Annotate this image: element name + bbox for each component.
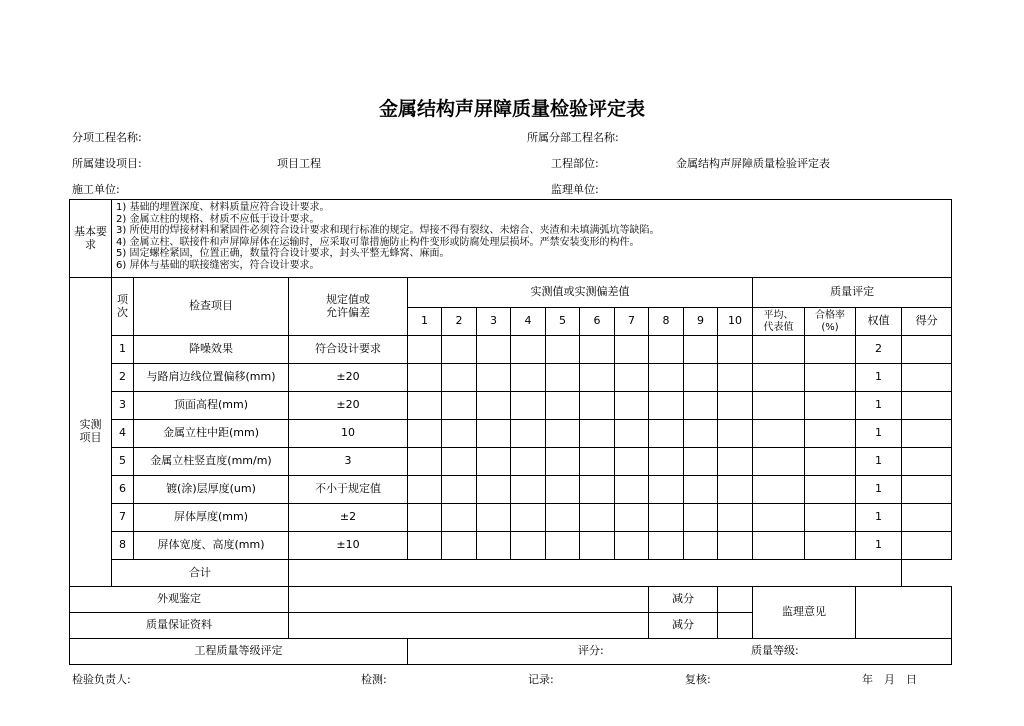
average-header: 平均、 代表值 (753, 308, 805, 336)
score-label: 评分: (578, 644, 604, 657)
score-cell[interactable] (902, 336, 952, 364)
measure-col-9: 9 (684, 308, 718, 336)
row-item: 与路肩边线位置偏移(mm) (134, 364, 289, 392)
measure-cell[interactable] (718, 364, 753, 392)
measure-cell[interactable] (649, 476, 684, 504)
score-header: 得分 (902, 308, 952, 336)
pass-rate-cell[interactable] (805, 476, 856, 504)
row-spec: 符合设计要求 (289, 336, 408, 364)
measure-cell[interactable] (580, 476, 615, 504)
average-cell[interactable] (753, 364, 805, 392)
table-row (70, 476, 952, 504)
row-item: 屏体厚度(mm) (134, 504, 289, 532)
measure-cell[interactable] (580, 392, 615, 420)
measure-cell[interactable] (580, 448, 615, 476)
measure-col-2: 2 (442, 308, 477, 336)
row-spec: ±10 (289, 532, 408, 560)
measure-cell[interactable] (511, 476, 546, 504)
measure-cell[interactable] (649, 504, 684, 532)
measure-cell[interactable] (649, 532, 684, 560)
pass-rate-cell[interactable] (805, 336, 856, 364)
measure-cell[interactable] (408, 448, 442, 476)
measure-cell[interactable] (477, 504, 511, 532)
row-no: 1 (112, 336, 134, 364)
measure-cell[interactable] (615, 420, 649, 448)
measure-cell[interactable] (718, 420, 753, 448)
row-no: 7 (112, 504, 134, 532)
quality-docs-deduct-label: 减分 (649, 613, 718, 639)
measure-cell[interactable] (615, 448, 649, 476)
recorder-label: 记录: (528, 673, 554, 686)
table-row (70, 448, 952, 476)
measured-items-label: 实测项目 (70, 278, 112, 587)
measure-cell[interactable] (649, 336, 684, 364)
measure-cell[interactable] (615, 504, 649, 532)
measure-cell[interactable] (477, 336, 511, 364)
row-weight: 1 (856, 532, 902, 560)
measure-cell[interactable] (546, 448, 580, 476)
pass-rate-cell[interactable] (805, 420, 856, 448)
measure-cell[interactable] (684, 532, 718, 560)
measure-col-1: 1 (408, 308, 442, 336)
quality-docs-value[interactable] (289, 613, 649, 639)
measure-cell[interactable] (408, 364, 442, 392)
average-cell[interactable] (753, 448, 805, 476)
average-cell[interactable] (753, 532, 805, 560)
construction-label: 所属建设项目: (72, 157, 142, 170)
measure-cell[interactable] (442, 504, 477, 532)
supervisor-label: 监理单位: (551, 183, 599, 196)
measure-cell[interactable] (684, 392, 718, 420)
sub-project-label: 分项工程名称: (72, 131, 142, 144)
measure-col-7: 7 (615, 308, 649, 336)
average-cell[interactable] (753, 504, 805, 532)
contractor-label: 施工单位: (72, 183, 120, 196)
requirement-item: 2) 金属立柱的规格、材质不应低于设计要求。 (116, 213, 320, 225)
basic-requirements-label: 基本要求 (70, 200, 112, 278)
average-cell[interactable] (753, 476, 805, 504)
appearance-deduct-label: 减分 (649, 587, 718, 613)
measure-cell[interactable] (615, 532, 649, 560)
row-weight: 1 (856, 364, 902, 392)
measure-cell[interactable] (511, 448, 546, 476)
tester-label: 检测: (361, 673, 387, 686)
pass-rate-cell[interactable] (805, 532, 856, 560)
measure-cell[interactable] (477, 392, 511, 420)
row-weight: 2 (856, 336, 902, 364)
row-weight: 1 (856, 392, 902, 420)
measure-cell[interactable] (546, 392, 580, 420)
row-no: 2 (112, 364, 134, 392)
item-no-header: 项次 (112, 278, 134, 336)
row-spec: ±20 (289, 392, 408, 420)
measure-cell[interactable] (477, 364, 511, 392)
average-cell[interactable] (753, 336, 805, 364)
row-item: 顶面高程(mm) (134, 392, 289, 420)
supervisor-opinion-value[interactable] (856, 587, 952, 639)
measure-cell[interactable] (718, 448, 753, 476)
measure-cell[interactable] (684, 504, 718, 532)
pass-rate-cell[interactable] (805, 504, 856, 532)
measure-cell[interactable] (649, 392, 684, 420)
score-cell[interactable] (902, 364, 952, 392)
measure-cell[interactable] (546, 504, 580, 532)
measure-cell[interactable] (718, 392, 753, 420)
inspection-table (69, 199, 952, 665)
total-cell[interactable] (289, 560, 902, 587)
measured-values-header: 实测值或实测偏差值 (408, 278, 753, 308)
score-cell[interactable] (902, 420, 952, 448)
measure-cell[interactable] (546, 336, 580, 364)
measure-cell[interactable] (580, 420, 615, 448)
measure-cell[interactable] (408, 476, 442, 504)
measure-col-5: 5 (546, 308, 580, 336)
measure-cell[interactable] (408, 336, 442, 364)
row-spec: ±20 (289, 364, 408, 392)
requirement-item: 1) 基础的埋置深度、材料质量应符合设计要求。 (116, 202, 330, 213)
reviewer-label: 复核: (685, 673, 711, 686)
score-cell[interactable] (902, 532, 952, 560)
measure-cell[interactable] (649, 448, 684, 476)
requirement-item: 3) 所使用的焊接材料和紧固件必须符合设计要求和现行标准的规定。焊接不得有裂纹、未熔合、夹渣和未填满弧坑等缺陷。 (116, 225, 660, 236)
score-cell[interactable] (902, 392, 952, 420)
score-cell[interactable] (902, 476, 952, 504)
average-cell[interactable] (753, 420, 805, 448)
measure-cell[interactable] (718, 532, 753, 560)
measure-cell[interactable] (718, 476, 753, 504)
quality-docs-label: 质量保证资料 (70, 613, 289, 639)
row-spec: ±2 (289, 504, 408, 532)
appearance-deduct-value[interactable] (718, 587, 753, 613)
measure-cell[interactable] (718, 336, 753, 364)
page-title: 金属结构声屏障质量检验评定表 (378, 98, 645, 120)
table-row (70, 420, 952, 448)
measure-cell[interactable] (511, 364, 546, 392)
inspector-label: 检验负责人: (72, 673, 131, 686)
measure-cell[interactable] (477, 532, 511, 560)
row-no: 8 (112, 532, 134, 560)
quality-header: 质量评定 (753, 278, 952, 308)
basic-requirements-list (112, 200, 952, 278)
measure-cell[interactable] (442, 364, 477, 392)
row-weight: 1 (856, 448, 902, 476)
measure-cell[interactable] (442, 392, 477, 420)
measure-cell[interactable] (580, 532, 615, 560)
measure-cell[interactable] (615, 392, 649, 420)
row-no: 4 (112, 420, 134, 448)
pass-rate-cell[interactable] (805, 392, 856, 420)
pass-rate-cell[interactable] (805, 364, 856, 392)
measure-col-6: 6 (580, 308, 615, 336)
supervisor-opinion-label: 监理意见 (753, 587, 856, 639)
measure-cell[interactable] (442, 336, 477, 364)
site-value: 金属结构声屏障质量检验评定表 (676, 157, 830, 170)
row-weight: 1 (856, 504, 902, 532)
measure-col-8: 8 (649, 308, 684, 336)
date-label: 年 月 日 (862, 673, 917, 686)
measure-cell[interactable] (546, 420, 580, 448)
measure-cell[interactable] (477, 476, 511, 504)
table-row (70, 364, 952, 392)
requirement-item: 5) 固定螺栓紧固，位置正确，数量符合设计要求，封头平整无蜂窝、麻面。 (116, 248, 450, 259)
row-spec: 不小于规定值 (289, 476, 408, 504)
weight-header: 权值 (856, 308, 902, 336)
measure-cell[interactable] (546, 532, 580, 560)
measure-col-10: 10 (718, 308, 753, 336)
measure-cell[interactable] (408, 532, 442, 560)
spec-header: 规定值或 允许偏差 (289, 278, 408, 336)
measure-cell[interactable] (546, 364, 580, 392)
total-label: 合计 (112, 560, 289, 587)
measure-cell[interactable] (511, 504, 546, 532)
measure-cell[interactable] (718, 504, 753, 532)
table-row (70, 336, 952, 364)
measure-cell[interactable] (546, 476, 580, 504)
measure-col-3: 3 (477, 308, 511, 336)
measure-cell[interactable] (684, 420, 718, 448)
measure-col-4: 4 (511, 308, 546, 336)
average-cell[interactable] (753, 392, 805, 420)
measure-cell[interactable] (580, 336, 615, 364)
row-weight: 1 (856, 476, 902, 504)
measure-cell[interactable] (684, 336, 718, 364)
measure-cell[interactable] (477, 448, 511, 476)
measure-cell[interactable] (511, 392, 546, 420)
measure-cell[interactable] (442, 448, 477, 476)
row-item: 镀(涂)层厚度(um) (134, 476, 289, 504)
score-cell[interactable] (902, 448, 952, 476)
measure-cell[interactable] (684, 476, 718, 504)
measure-cell[interactable] (442, 476, 477, 504)
measure-cell[interactable] (649, 420, 684, 448)
pass-rate-header: 合格率 (%) (805, 308, 856, 336)
measure-cell[interactable] (408, 504, 442, 532)
appearance-label: 外观鉴定 (70, 587, 289, 613)
pass-rate-cell[interactable] (805, 448, 856, 476)
row-no: 5 (112, 448, 134, 476)
site-label: 工程部位: (551, 157, 599, 170)
measure-cell[interactable] (511, 336, 546, 364)
row-item: 金属立柱竖直度(mm/m) (134, 448, 289, 476)
measure-cell[interactable] (511, 420, 546, 448)
row-no: 6 (112, 476, 134, 504)
parent-project-label: 所属分部工程名称: (527, 131, 619, 144)
row-spec: 10 (289, 420, 408, 448)
measure-cell[interactable] (649, 364, 684, 392)
row-item: 降噪效果 (134, 336, 289, 364)
row-item: 屏体宽度、高度(mm) (134, 532, 289, 560)
table-row (70, 504, 952, 532)
measure-cell[interactable] (442, 532, 477, 560)
row-no: 3 (112, 392, 134, 420)
grade-label: 工程质量等级评定 (70, 639, 408, 665)
measure-cell[interactable] (442, 420, 477, 448)
row-spec: 3 (289, 448, 408, 476)
table-row (70, 392, 952, 420)
row-weight: 1 (856, 420, 902, 448)
grade-row (408, 639, 952, 665)
measure-cell[interactable] (580, 364, 615, 392)
quality-docs-deduct-value[interactable] (718, 613, 753, 639)
measure-cell[interactable] (477, 420, 511, 448)
table-row (70, 532, 952, 560)
score-cell[interactable] (902, 504, 952, 532)
measure-cell[interactable] (511, 532, 546, 560)
requirement-item: 6) 屏体与基础的联接缝密实，符合设计要求。 (116, 259, 320, 271)
measure-cell[interactable] (615, 364, 649, 392)
measure-cell[interactable] (615, 476, 649, 504)
construction-value: 项目工程 (277, 157, 321, 170)
row-item: 金属立柱中距(mm) (134, 420, 289, 448)
level-label: 质量等级: (751, 644, 799, 657)
appearance-value[interactable] (289, 587, 649, 613)
measure-cell[interactable] (684, 364, 718, 392)
requirement-item: 4) 金属立柱、联接件和声屏障屏体在运输时，应采取可靠措施防止构件变形或防腐处理层损坏。严禁安装变形的构件。 (116, 236, 640, 248)
measure-cell[interactable] (684, 448, 718, 476)
check-item-header: 检查项目 (134, 278, 289, 336)
measure-cell[interactable] (615, 336, 649, 364)
measure-cell[interactable] (408, 392, 442, 420)
measure-cell[interactable] (580, 504, 615, 532)
measure-cell[interactable] (408, 420, 442, 448)
